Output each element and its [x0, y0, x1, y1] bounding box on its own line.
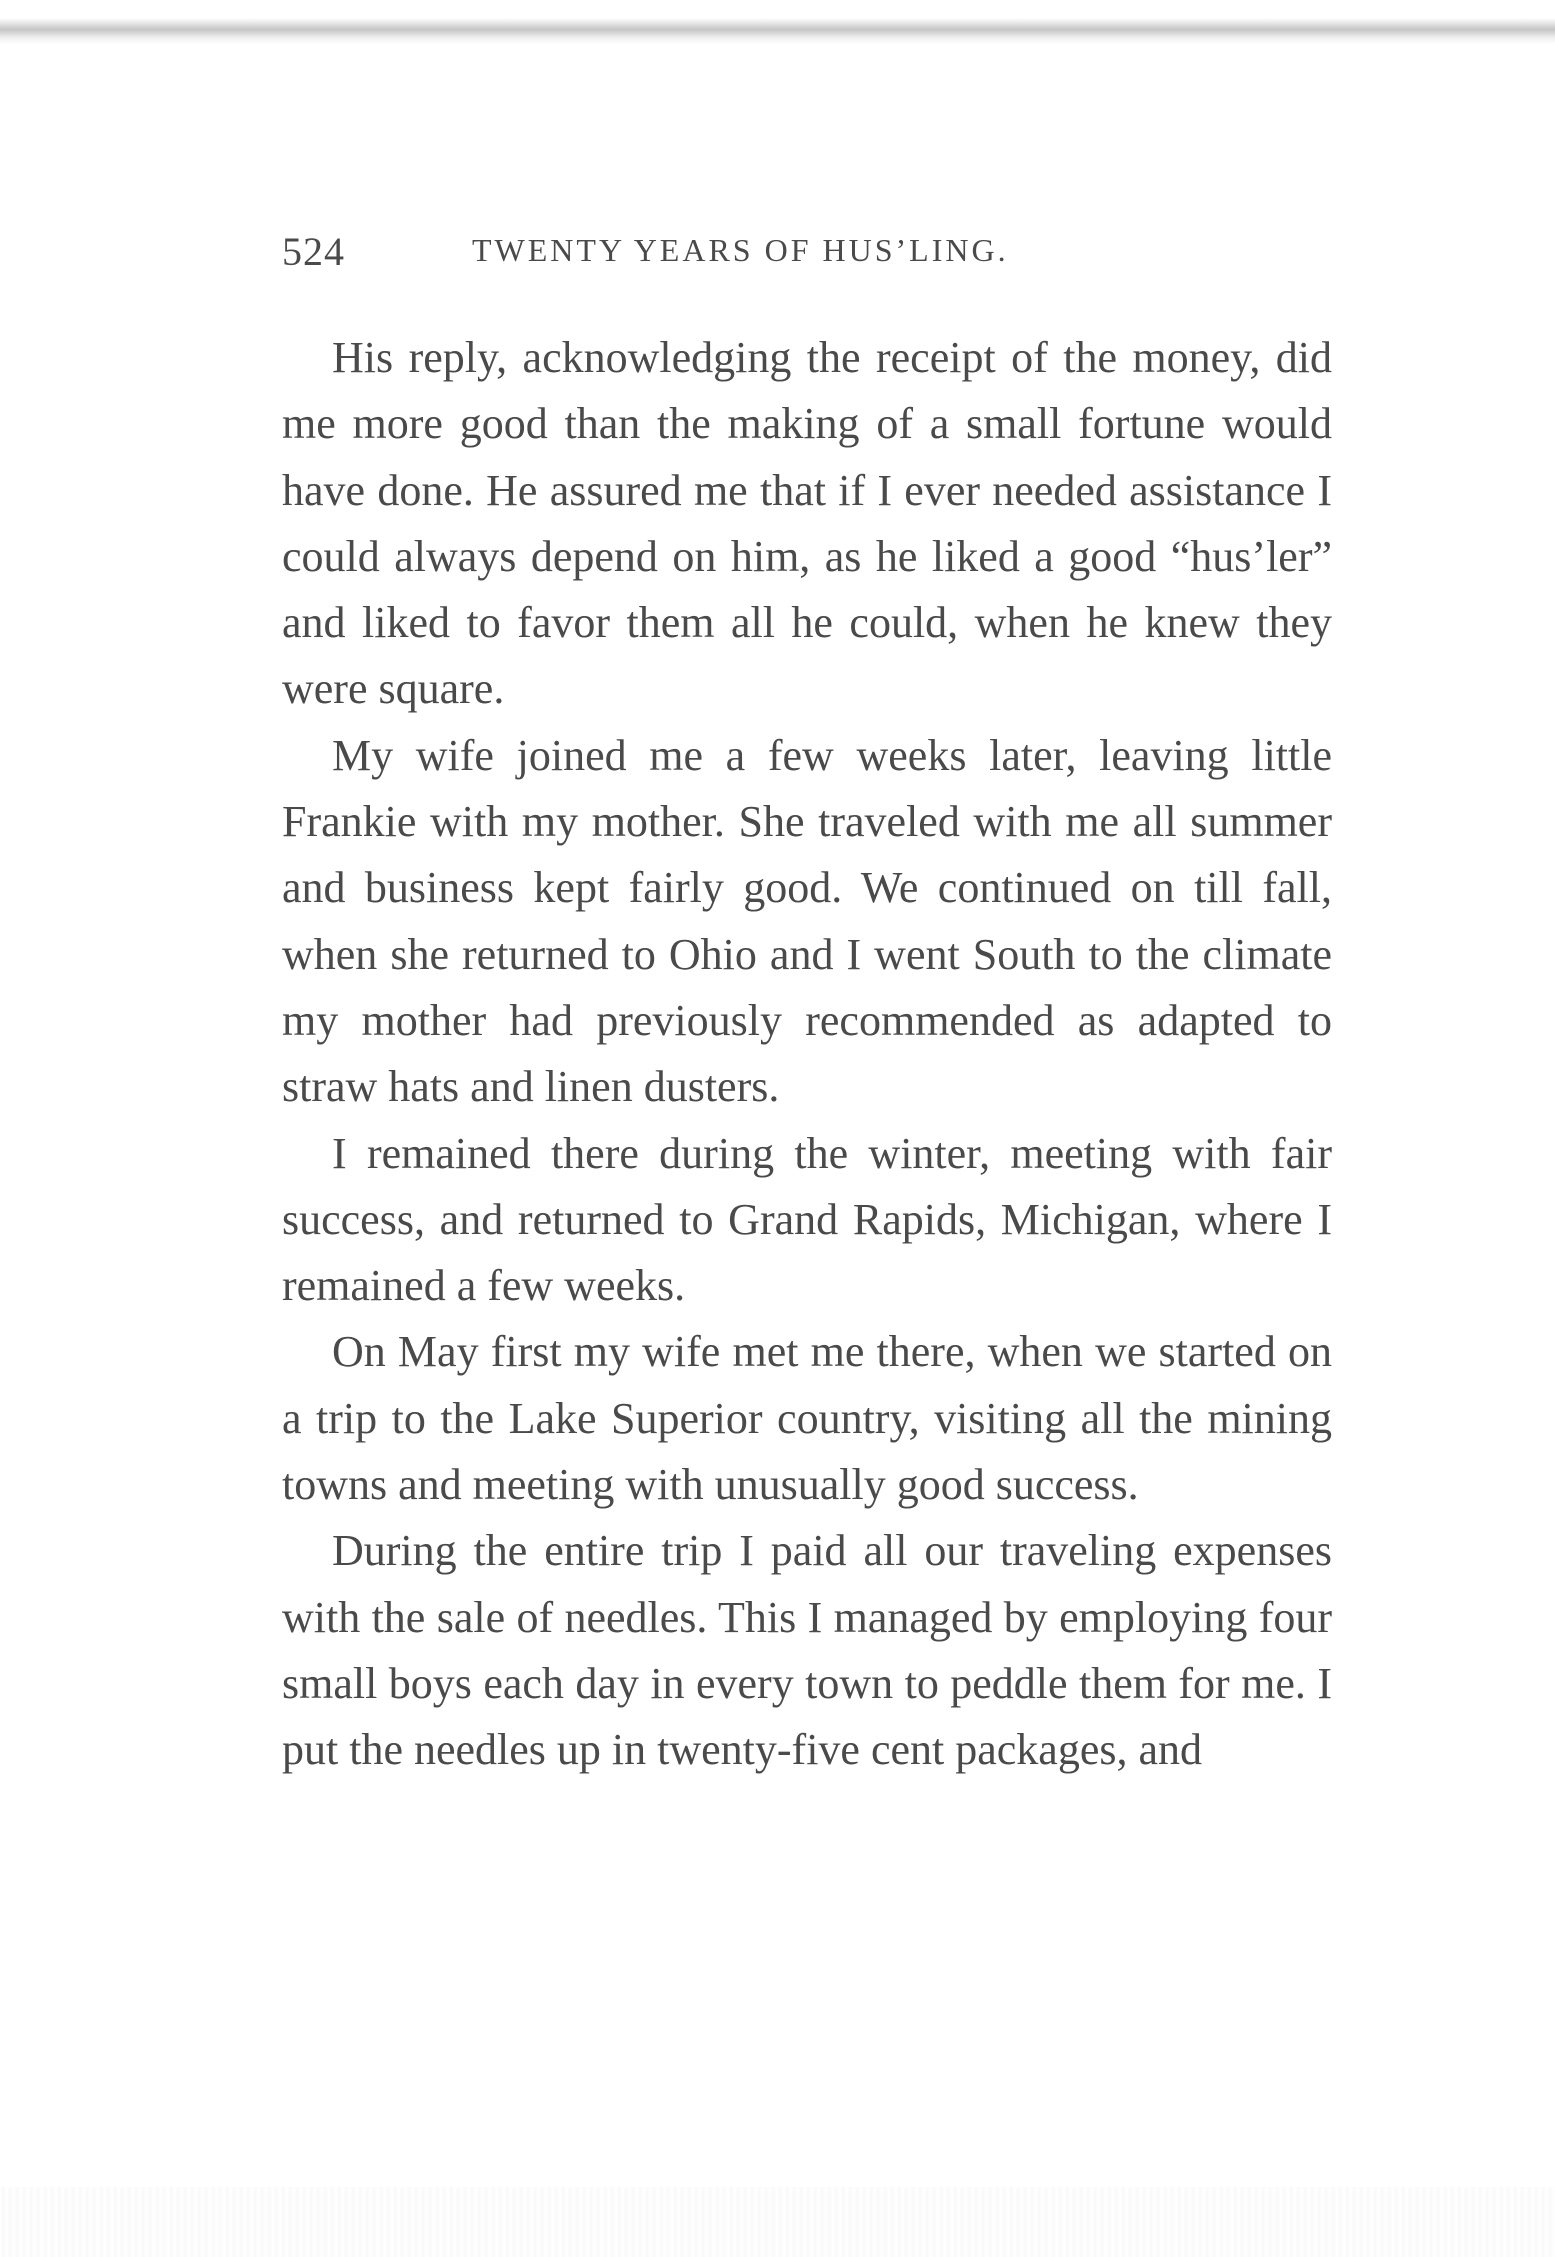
- scan-bottom-edge: [0, 2187, 1555, 2257]
- body-text: [282, 325, 1332, 1784]
- page-number: 524: [282, 229, 345, 274]
- running-title: TWENTY YEARS OF HUS’LING.: [472, 232, 1009, 268]
- page-header: [282, 228, 1332, 288]
- paragraph: His reply, acknowledging the receipt of the money, did me more good than the making of a small fortune would have done. He assured me that if I ever needed assistance I could always depend on him, as he liked a good “hus’ler” and liked to favor them all he could, when he knew they were square.: [282, 333, 1332, 714]
- paragraph: I remained there during the winter, meeting with fair success, and returned to Grand Rapids, Michigan, where I remained a few weeks.: [282, 1128, 1332, 1311]
- paragraph: My wife joined me a few weeks later, leaving little Frankie with my mother. She traveled with me all summer and business kept fairly good. We continued on till fall, when she returned to Ohio and I went South to the climate my mother had previously recommended as adapted to straw hats and linen dusters.: [282, 730, 1332, 1112]
- paragraph: On May first my wife met me there, when we started on a trip to the Lake Superior country, visiting all the mining towns and meeting with unusually good success.: [282, 1327, 1332, 1510]
- paragraph: During the entire trip I paid all our traveling expenses with the sale of needles. This I managed by employing four small boys each day in every town to peddle them for me. I put the needles up in twenty-five cent packages, and: [282, 1526, 1332, 1775]
- scan-top-edge: [0, 18, 1555, 44]
